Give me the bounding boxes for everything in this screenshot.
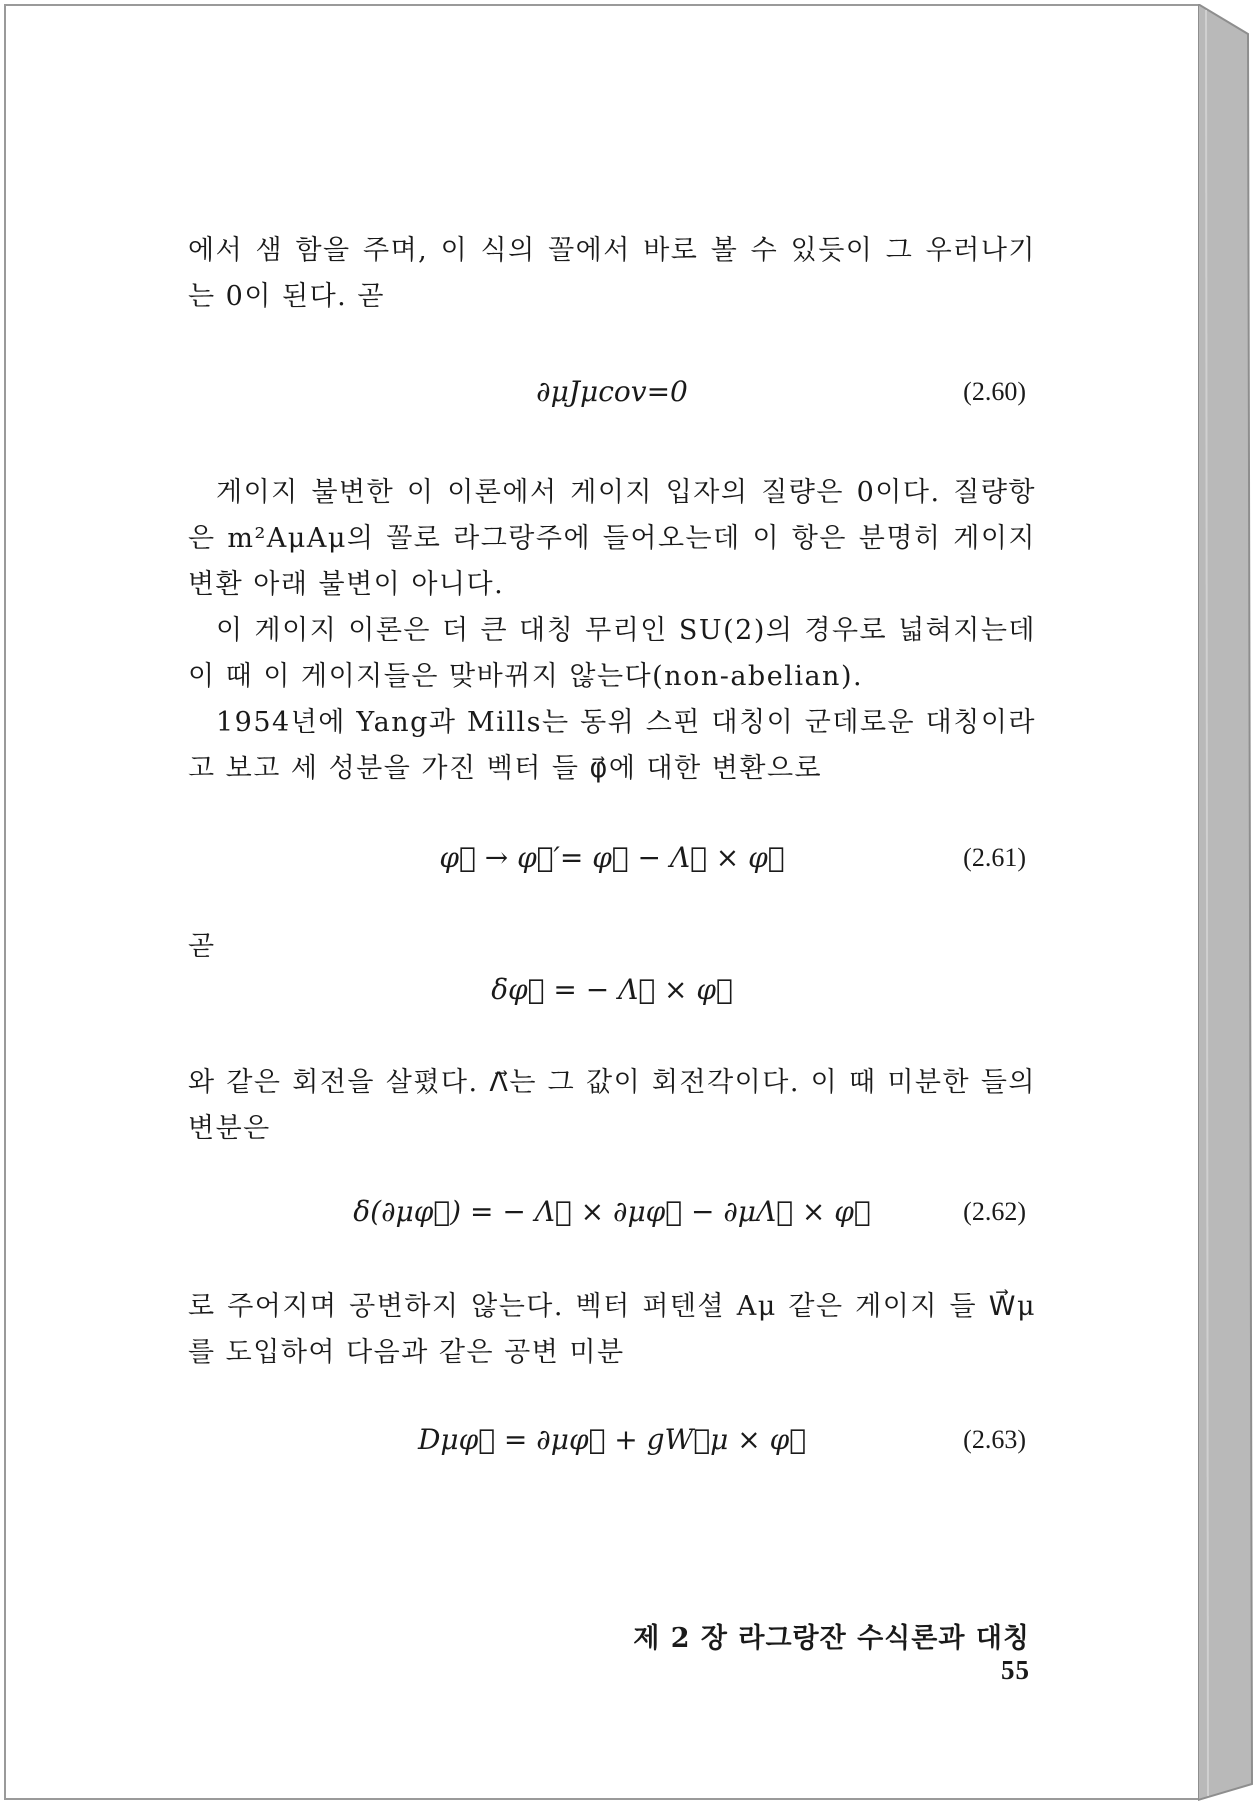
equation-number: (2.61) [963, 843, 1026, 872]
page-number: 55 [1001, 1655, 1030, 1685]
equation-2-60 [188, 372, 1036, 412]
paragraph-covariant: 로 주어지며 공변하지 않는다. 벡터 퍼텐셜 Aμ 같은 게이지 들 W⃗μ를 도입하여 다음과 같은 공변 미분 [188, 1291, 1036, 1368]
equation-expression: δφ⃗ = − Λ⃗ × φ⃗ [491, 973, 733, 1006]
paragraph-yang-mills: 1954년에 Yang과 Mills는 동위 스핀 대칭이 군데로운 대칭이라고 보고 세 성분을 가진 벡터 들 φ⃗에 대한 변환으로 [188, 707, 1036, 784]
equation-2-63 [188, 1420, 1036, 1460]
equation-2-62 [188, 1192, 1036, 1232]
running-footer [600, 1616, 1030, 1686]
paragraph-intro: 에서 샘 함을 주며, 이 식의 꼴에서 바로 볼 수 있듯이 그 우러나기는 0이 된다. 곧 [188, 235, 1036, 312]
equation-number: (2.62) [963, 1197, 1026, 1226]
equation-2-61 [188, 838, 1036, 878]
paragraph-gauge-mass: 게이지 불변한 이 이론에서 게이지 입자의 질량은 0이다. 질량항은 m²AμAμ의 꼴로 라그랑주에 들어오는데 이 항은 분명히 게이지 변환 아래 불변이 아니다. [188, 477, 1036, 600]
equation-expression: φ⃗ → φ⃗′= φ⃗ − Λ⃗ × φ⃗ [439, 841, 785, 874]
equation-number: (2.63) [963, 1425, 1026, 1454]
chapter-title: 제 2 장 라그랑잔 수식론과 대칭 [633, 1623, 1030, 1654]
paragraph-su2: 이 게이지 이론은 더 큰 대칭 무리인 SU(2)의 경우로 넓혀지는데 이 때 이 게이지들은 맞바뀌지 않는다(non-abelian). [188, 615, 1036, 692]
page-content [188, 228, 1036, 1460]
equation-number: (2.60) [963, 377, 1026, 406]
equation-expression: δ(∂μφ⃗) = − Λ⃗ × ∂μφ⃗ − ∂μΛ⃗ × φ⃗ [353, 1195, 871, 1228]
page-stack-shading [1198, 4, 1254, 1804]
equation-expression: ∂μJμcov=0 [536, 375, 688, 408]
paragraph-gon: 곧 [188, 931, 216, 962]
paragraph-rotation: 와 같은 회전을 살폈다. Λ⃗는 그 값이 회전각이다. 이 때 미분한 들의 변분은 [188, 1067, 1036, 1144]
equation-expression: Dμφ⃗ = ∂μφ⃗ + gW⃗μ × φ⃗ [417, 1423, 807, 1456]
equation-delta-phi [188, 970, 1036, 1010]
